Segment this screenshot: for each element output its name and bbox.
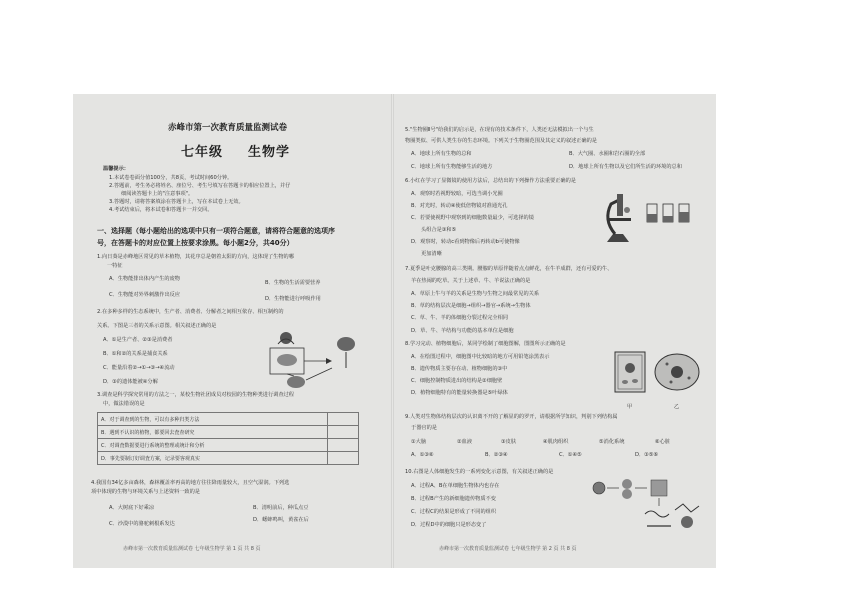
notice-item: 3.答题时，请将答案填涂在答题卡上，写在本试卷上无效。 (109, 199, 244, 205)
item-option: ②血液 (457, 439, 473, 445)
item-option: ④肌肉组织 (543, 439, 569, 445)
question-stem: 2.在多种多样的生态系统中，生产者、消费者、分解者之间相互依存、相互制约的 (97, 309, 284, 315)
q3-options-table (97, 412, 359, 465)
option: A．大树底下好乘凉 (109, 505, 155, 511)
option: B．大气圈、水圈和岩石圈的全部 (569, 151, 646, 157)
table-cell: C．对调査数据要进行系统的整理或统计和分析 (98, 439, 328, 452)
option: B．生物的生活需要营养 (265, 280, 321, 286)
question-stem: 4.我国有34亿多亩森林，森林覆盖率再高的地方往往降雨量较大，且空气湿润。下列选 (91, 480, 290, 486)
option: A．①③⑥ (411, 452, 434, 458)
option: A．地球上所有生物的总和 (411, 151, 472, 157)
question-stem: 9.人类对生物体结构层次的认识离不开的了解显的的罗开，请根据所学知识，判别下列结构属 (405, 414, 618, 420)
table-cell: D．事先要制订好调査方案，记录要客观真实 (98, 452, 328, 465)
option: C．若要使视野中观察到的细胞数量最少，可选择的镜 (411, 215, 534, 221)
option: A．生物能排出体内产生的废物 (109, 276, 180, 282)
option: C．细胞控制物质进出的结构是②细胞壁 (411, 378, 503, 384)
question-stem: 1.向日葵是赤峰地区常见的草本植物，其花序总是朝着太阳的方向，这体现了生物的哪 (97, 254, 294, 260)
table-cell: B．遇到不认识的植物，都要回去査查研究 (98, 426, 328, 439)
exam-title: 赤峰市第一次教育质量监测试卷 (168, 123, 288, 133)
option: 头组合是③和⑤ (421, 227, 457, 233)
subject-label: 生物学 (248, 145, 291, 160)
option: A．观察时若视野较暗，可选当调小光圈 (411, 191, 503, 197)
option: D．草、牛、羊结构与功能的基本单位是细胞 (411, 328, 514, 334)
item-option: ⑤消化系统 (599, 439, 625, 445)
notice-title: 温馨提示： (103, 166, 129, 172)
item-option: ⑥心脏 (655, 439, 671, 445)
option: A．过程A、B在单细胞生物体内也存在 (411, 483, 500, 489)
cell-division-diagram (587, 474, 711, 534)
option: C．①④⑤ (559, 452, 582, 458)
option: B．清明前后，种瓜点豆 (253, 505, 309, 511)
option: C．过程C的结果是形成了不同的组织 (411, 509, 497, 515)
question-stem: 8.学习完动、植物细胞后，某同学绘制了细胞图解，图图所示正确的是 (405, 341, 566, 347)
section-heading: 号，在答题卡的对应位置上按要求涂黑。每小题2分，共40分） (97, 239, 294, 247)
option: A．草原上牛与羊的关系是生物与生物之间最常见的关系 (411, 291, 540, 297)
right-page (395, 94, 716, 568)
question-stem: 3.调查是科学探究常用的方法之一，某校生物社团成员对校园的生物种类进行调查过程 (97, 392, 294, 398)
question-stem: 羊在热闹的吃草。关于上述草、牛、羊说法正确的是 (411, 278, 531, 284)
grade-label: 七年级 (181, 145, 224, 160)
option: B．遗传物质主要存在动、植物细胞的③中 (411, 366, 508, 372)
option: 更加清晰 (421, 251, 442, 257)
notice-item: 4.考试结束后，将本试卷和答题卡一并交回。 (109, 207, 213, 213)
notice-item: 1.本试卷卷面分值100分，共8页，考试时间60分钟。 (109, 175, 233, 181)
option: D．③⑤⑥ (635, 452, 659, 458)
item-option: ①大脑 (411, 439, 427, 445)
microscope-figure (589, 190, 701, 246)
option: C．草、牛、羊的体细胞分裂过程完全相同 (411, 315, 508, 321)
question-stem: 7.夏季是叶克腰腺的高三类期。腰腺的草原伴随着点点鲜花，在牛羊成群，还有可爱的牛、 (405, 266, 613, 272)
notice-item: 2.答题前，考生务必将姓名、座位号、考生号填写在答题卡的相应位置上，并仔 (109, 183, 291, 189)
question-stem: 10.右图是人体细胞发生的一系列变化示意图，有关叙述正确的是 (405, 469, 554, 475)
option: D．观察时，转动c看到物像后再转动b可使物像 (411, 239, 520, 245)
option: D．③的遗体能被④分解 (103, 379, 158, 385)
question-stem: 物圈类似、可供人类生存的生态环境。下列关于生物圈范围及其定义的叙述正确的是 (405, 138, 597, 144)
option: C．地球上所有生物能够生活的地方 (411, 164, 493, 170)
section-heading: 一、选择题（每小题给出的选项中只有一项符合题意，请将符合题意的选项序 (97, 227, 335, 235)
option: D．蟋蟀鸣叫，黄雀在后 (253, 517, 309, 523)
figure-label-b: 乙 (674, 404, 680, 410)
option: B．①和②的关系是捕食关系 (103, 351, 168, 357)
question-stem: 中，做法错误的是 (103, 401, 145, 407)
option: B．草的结构层次是细胞→组织→器官→系统→生物体 (411, 303, 531, 309)
option: C．沙漠中的骆驼刺根系发达 (109, 521, 175, 527)
option: A．在绘图过程中，细胞图中比较暗的地方可用铅笔涂黑表示 (411, 354, 550, 360)
option: D．过程D中的细胞只是形态变了 (411, 522, 487, 528)
ecosystem-diagram (258, 328, 368, 392)
table-cell: A．对于调查到的生物，可以有多种归类方法 (98, 413, 328, 426)
option: B．过程B产生的新细胞遗传物质不变 (411, 496, 496, 502)
question-stem: 5."生物圈Ⅱ号"给我们的启示是，在现有的技术条件下，人类还无法模拟出一个与生 (405, 127, 594, 133)
page-footer: 赤峰市第一次教育质量监测试卷 七年级生物学 第 2 页 共 8 页 (439, 546, 577, 552)
figure-label-a: 甲 (627, 404, 633, 410)
option: B．②③④ (485, 452, 508, 458)
question-stem: 项中体现的生物与环境关系与上述资料一致的是 (91, 489, 200, 495)
option: C．生物能对外界刺激作出反应 (109, 292, 181, 298)
option: D．地球上所有生物以及它们所生活的环境的总和 (569, 164, 682, 170)
exam-sheet (73, 94, 716, 568)
notice-item: 细阅读答题卡上的"注意事项"。 (121, 191, 194, 197)
left-page (73, 94, 391, 568)
question-stem: 于器官的是 (411, 425, 437, 431)
question-stem: 6.小红在学习了显微镜的使用方法后，总结出的下列操作方法重要正确的是 (405, 178, 576, 184)
page-footer: 赤峰市第一次教育质量监测试卷 七年级生物学 第 1 页 共 8 页 (123, 546, 261, 552)
item-option: ③皮肤 (501, 439, 517, 445)
question-stem: 一特征 (107, 263, 123, 269)
option: B．对光时，转动④使低倍物镜对准通光孔 (411, 203, 508, 209)
page-fold (391, 94, 394, 568)
option: D．生物能进行呼吸作用 (265, 296, 321, 302)
option: A．①是生产者、②③是消费者 (103, 337, 173, 343)
question-stem: 关系。下图是三者的关系示意图。相关叙述正确的是 (97, 323, 217, 329)
option: D．植物细胞特有的能量转换器是⑤叶绿体 (411, 390, 508, 396)
cell-diagram (609, 348, 709, 404)
option: C．能量沿着②→①→③→④流动 (103, 365, 175, 371)
